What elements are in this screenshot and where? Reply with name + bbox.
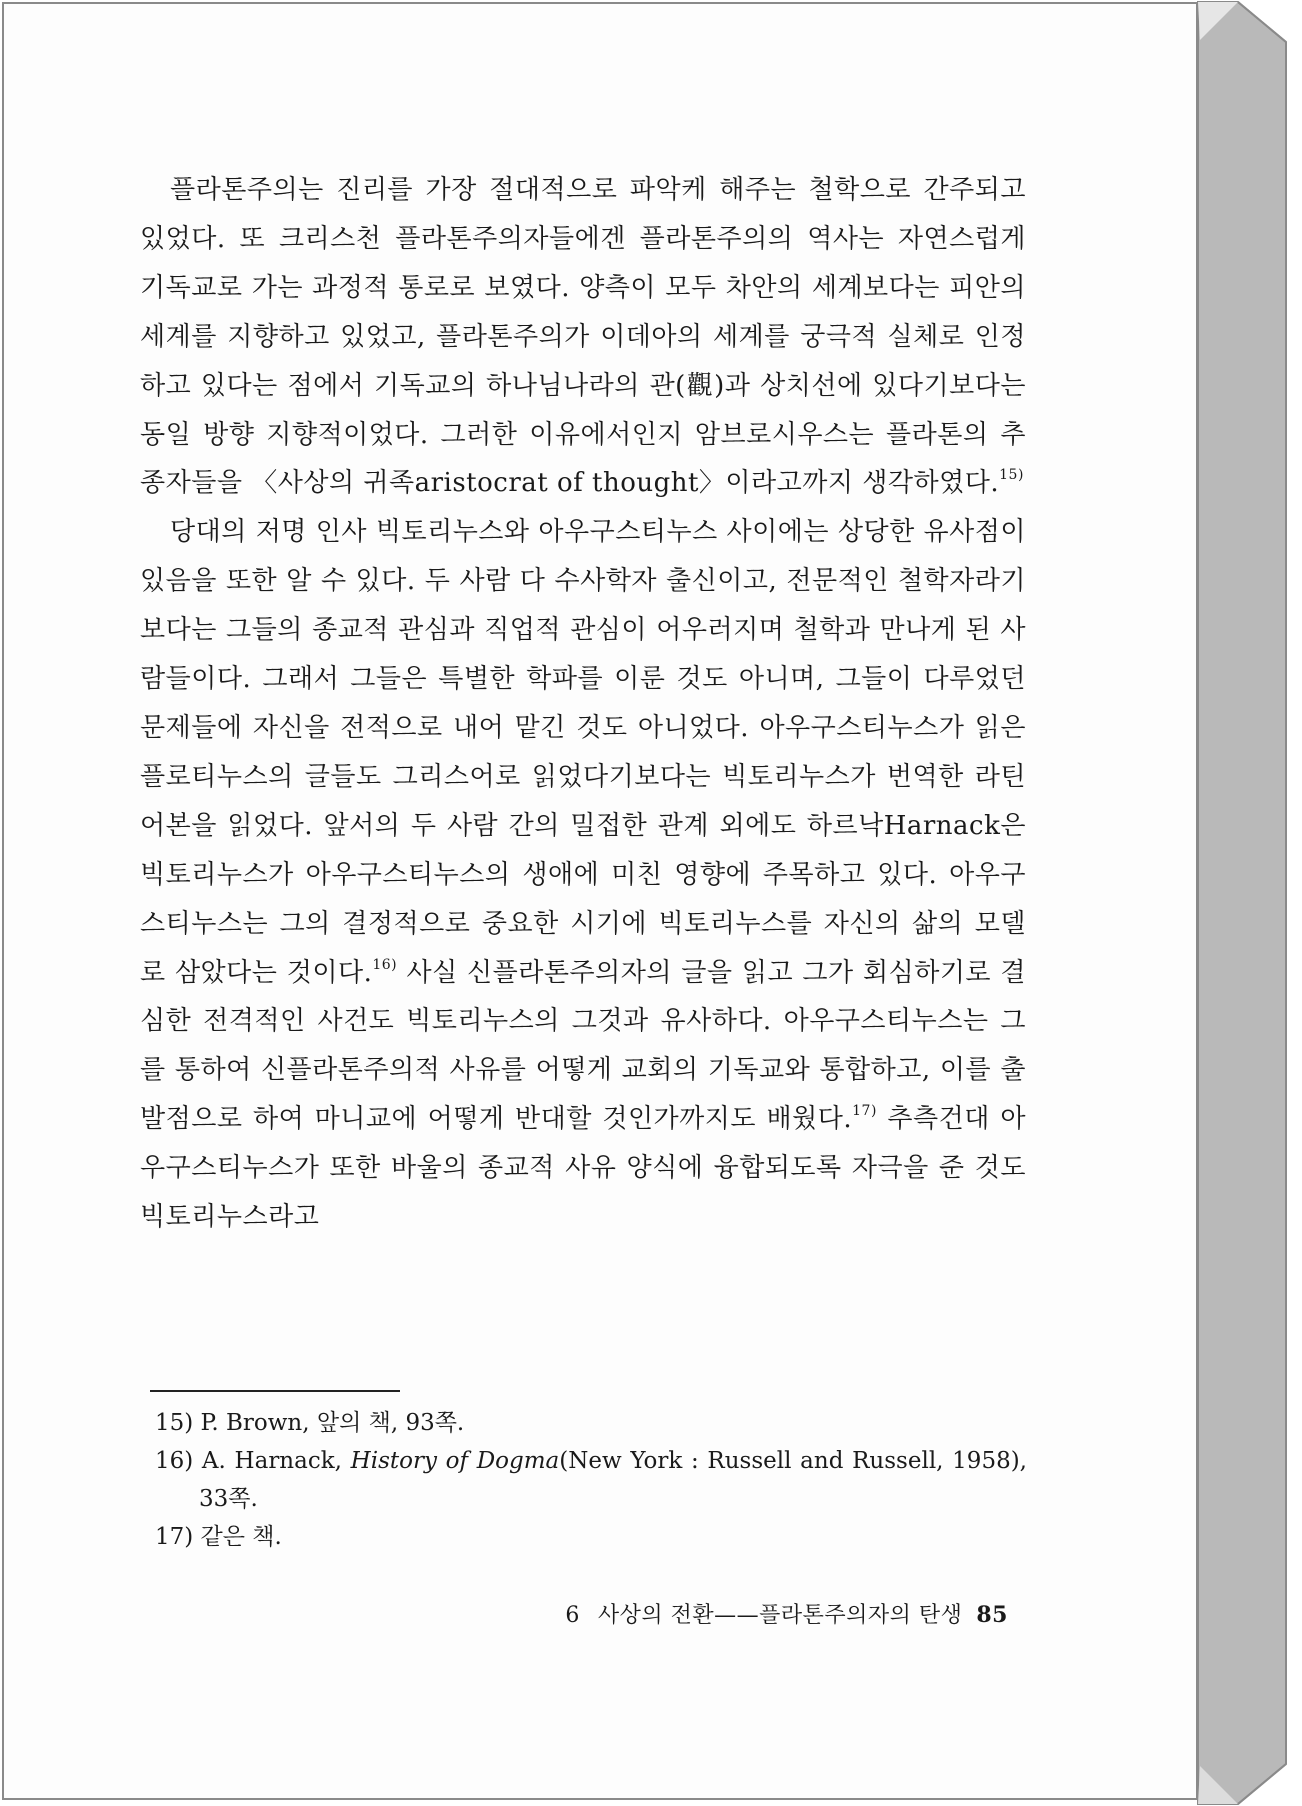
- paragraph-text: 사실 신플라톤주의자의 글을 읽고 그가 회심하기로 결심한 전격적인 사건도 빅토리누스의 그것과 유사하다. 아우구스티누스는 그를 통하여 신플라톤주의적 사유를 어떻게 교회의 기독교와 통합하고, 이를 출발점으로 하여 마니교에 어떻게 반대할 것인가까지도 배웠다.: [140, 957, 1026, 1135]
- paragraph: [140, 166, 1026, 508]
- footnote-marker: 17): [852, 1103, 877, 1120]
- paragraph: [140, 508, 1026, 1242]
- running-footer: [565, 1598, 1008, 1629]
- paragraph-text: 플라톤주의는 진리를 가장 절대적으로 파악케 해주는 철학으로 간주되고 있었다. 또 크리스천 플라톤주의자들에겐 플라톤주의의 역사는 자연스럽게 기독교로 가는 과정적 통로로 보였다. 양측이 모두 차안의 세계보다는 피안의 세계를 지향하고 있었고, 플라톤주의가 이데아의 세계를 궁극적 실체로 인정하고 있다는 점에서 기독교의 하나님나라의 관(觀)과 상치선에 있다기보다는 동일 방향 지향적이었다. 그러한 이유에서인지 암브로시우스는 플라톤의 추종자들을 〈사상의 귀족aristocrat of thought〉이라고까지 생각하였다.: [140, 175, 1026, 499]
- paragraph-text: 추측건대 아우구스티누스가 또한 바울의 종교적 사유 양식에 융합되도록 자극을 준 것도 빅토리누스라고: [140, 1104, 1026, 1233]
- footnotes: [155, 1404, 1027, 1556]
- page-number: 85: [976, 1602, 1008, 1628]
- footnote-divider: [150, 1390, 400, 1392]
- footnote: 17) 같은 책.: [155, 1524, 282, 1550]
- footnote: 15) P. Brown, 앞의 책, 93쪽.: [155, 1410, 465, 1436]
- book-title: History of Dogma: [350, 1448, 560, 1474]
- footnote-marker: 15): [999, 467, 1024, 484]
- footnote-text: (New York : Russell and Russell, 1958), 33쪽.: [199, 1448, 1027, 1512]
- paragraph-text: 당대의 저명 인사 빅토리누스와 아우구스티누스 사이에는 상당한 유사점이 있음을 또한 알 수 있다. 두 사람 다 수사학자 출신이고, 전문적인 철학자라기보다는 그들의 종교적 관심과 직업적 관심이 어우러지며 철학과 만나게 된 사람들이다. 그래서 그들은 특별한 학파를 이룬 것도 아니며, 그들이 다루었던 문제들에 자신을 전적으로 내어 맡긴 것도 아니었다. 아우구스티누스가 읽은 플로티누스의 글들도 그리스어로 읽었다기보다는 빅토리누스가 번역한 라틴어본을 읽었다. 앞서의 두 사람 간의 밀접한 관계 외에도 하르낙Harnack은 빅토리누스가 아우구스티누스의 생애에 미친 영향에 주목하고 있다. 아우구스티누스는 그의 결정적으로 중요한 시기에 빅토리누스를 자신의 삶의 모델로 삼았다는 것이다.: [140, 517, 1026, 988]
- chapter-title: 사상의 전환——플라톤주의자의 탄생: [597, 1603, 963, 1628]
- chapter-number: 6: [565, 1603, 580, 1628]
- main-text: [140, 166, 1026, 1242]
- footnote: [155, 1442, 1027, 1518]
- footnote-text: 16) A. Harnack,: [155, 1448, 351, 1474]
- footnote-marker: 16): [372, 956, 398, 973]
